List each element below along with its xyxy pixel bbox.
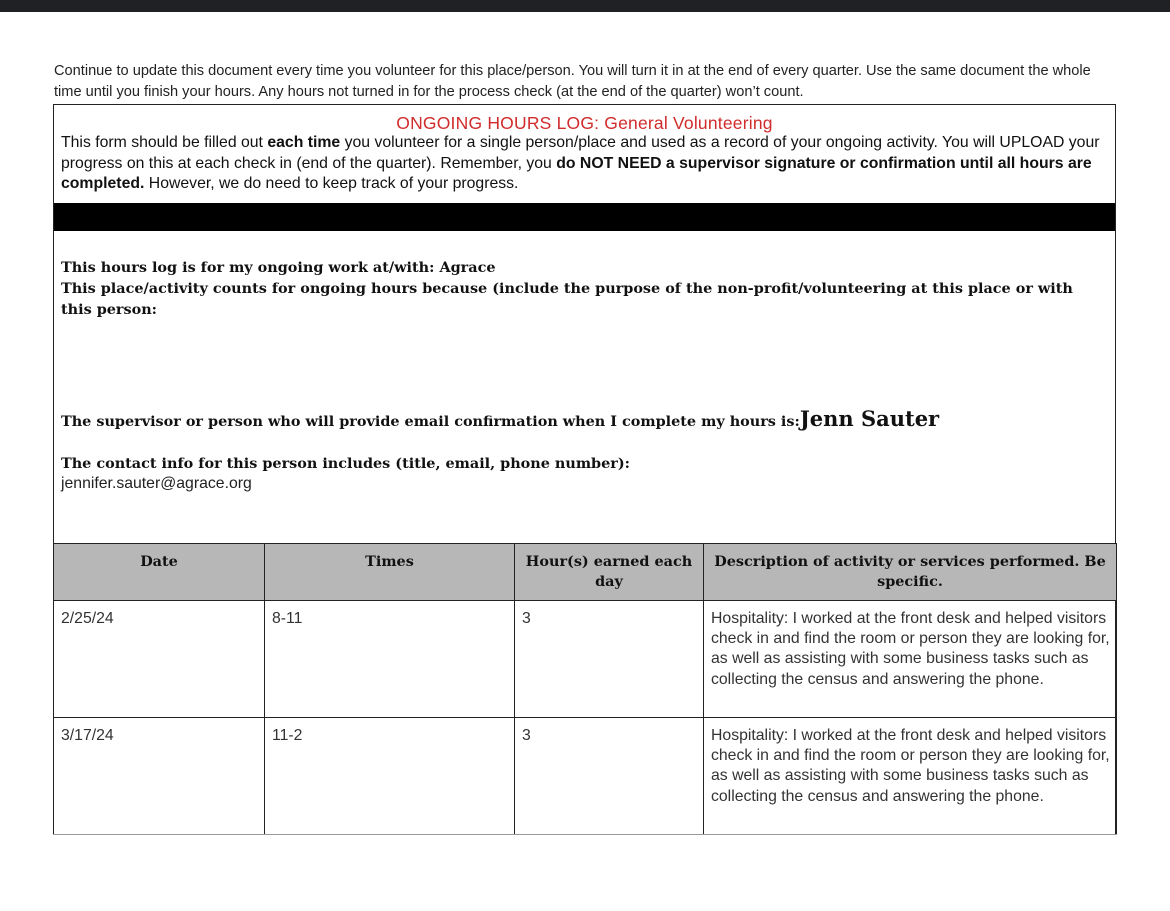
top-toolbar-strip [0,0,1170,12]
form-desc-bold-1: each time [267,134,341,151]
form-desc-text-3: However, we do need to keep track of your progress. [144,175,519,192]
table-header-row [54,543,1117,600]
form-description [54,133,1115,195]
purpose-label: This place/activity counts for ongoing hours because (include the purpose of the non-profit/volunteering at this place or with this person: [61,279,1073,318]
cell-times[interactable]: 11-2 [265,717,515,834]
header-times: Times [265,543,515,600]
hours-log-form [53,104,1116,835]
cell-description[interactable]: Hospitality: I worked at the front desk and helped visitors check in and find the room or person they are looking for, as well as assisting with some business tasks such as collecting the census and answering the phone. [704,600,1117,717]
form-title: ONGOING HOURS LOG: General Volunteering [396,113,773,133]
section-divider-bar [54,203,1115,231]
contact-label: The contact info for this person includes (title, email, phone number): [61,454,630,472]
cell-hours[interactable]: 3 [515,600,704,717]
table-row [54,600,1117,717]
form-desc-text-1: This form should be filled out [61,134,268,151]
supervisor-line [61,405,940,432]
header-description: Description of activity or services performed. Be specific. [704,543,1117,600]
header-hours: Hour(s) earned each day [515,543,704,600]
info-section [54,231,1115,543]
cell-description[interactable]: Hospitality: I worked at the front desk and helped visitors check in and find the room or person they are looking for, as well as assisting with some business tasks such as collecting the census and answering the phone. [704,717,1117,834]
ongoing-work-label: This hours log is for my ongoing work at/with: Agrace [61,258,496,276]
cell-date[interactable]: 3/17/24 [54,717,265,834]
header-date: Date [54,543,265,600]
intro-instructions: Continue to update this document every time you volunteer for this place/person. You will turn it in at the end of every quarter. Use the same document the whole time until you finish your hours. Any hours not turned in for the process check (at the end of the quarter) won’t count. [54,63,1091,100]
form-desc-bold-2: do NOT NEED a supervisor signature or confirmation until all hours are completed. [61,154,1092,192]
cell-date[interactable]: 2/25/24 [54,600,265,717]
cell-times[interactable]: 8-11 [265,600,515,717]
supervisor-label: The supervisor or person who will provide email confirmation when I complete my hours is: [61,412,800,430]
supervisor-name: Jenn Sauter [799,405,940,431]
form-desc-text-2: you volunteer for a single person/place and used as a record of your ongoing activity. You will UPLOAD your progress on this at each check in (end of the quarter). Remember, you [61,134,1100,172]
cell-hours[interactable]: 3 [515,717,704,834]
table-row [54,717,1117,834]
hours-table [53,543,1117,835]
contact-value: jennifer.sauter@agrace.org [61,474,252,492]
